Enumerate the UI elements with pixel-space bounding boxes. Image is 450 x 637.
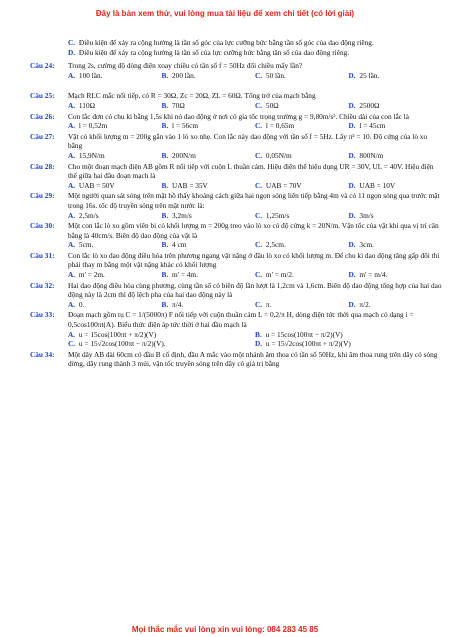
option-d[interactable]: D. l = 45cm (348, 121, 386, 131)
question-text: Mạch RLC mắc nối tiếp, có R = 30Ω, Zc = 20Ω, ZL = 60Ω. Tổng trở của mạch bằng (68, 91, 316, 101)
option-d[interactable]: D. m' = m/4. (348, 270, 388, 280)
question-30: Câu 30: Một con lắc lò xo gồm viên bi có khối lượng m = 200g treo vào lò xo có độ cứng k = 20N/m. Vận tốc của vật khi qua vị trí cân bằng là 40cm/s. Biên độ dao động của vật là A. 5cm. B. 4 cm C. 2,5cm. D. 3cm. (30, 221, 442, 250)
document-body (30, 38, 442, 370)
option-c[interactable]: C. 0,05N/m (255, 150, 292, 160)
option-d[interactable]: D. 800N/m (348, 150, 384, 160)
option-letter: D. (348, 70, 356, 80)
question-text: Con lắc lò xo dao động điều hòa trên phương ngang vật nặng ở đầu lò xo có khối lượng m. Để chu kì dao động tăng gấp đôi thì phải thay m bằng một vật nặng khác có khối lượng (68, 250, 440, 270)
option-letter: C. (255, 121, 263, 131)
question-28: Câu 28: Cho một đoạn mạch điện AB gồm R nối tiếp với cuộn L thuần cảm. Hiệu điện thế hiệu dụng UR = 30V, UL = 40V. Hiệu điện thế giữa hai đầu đoạn mạch là A. UAB = 50V B. UAB = 35V C. UAB = 70V D. UAB = 10V (30, 162, 442, 191)
option-b[interactable]: B. 3,2m/s (161, 210, 192, 220)
option-letter: C. (68, 339, 76, 349)
option-a[interactable]: A. u = 15cos(100πt + π/2)(V) (68, 329, 157, 339)
option-letter: B. (161, 70, 169, 80)
option-c[interactable]: C. 50 lần. (255, 70, 286, 80)
option-b[interactable]: B. 70Ω (161, 100, 185, 110)
option-letter: B. (161, 299, 169, 309)
option-c[interactable]: C. u = 15√2cos(100πt − π/2)(V). (68, 339, 166, 349)
option-letter: C. (255, 210, 263, 220)
option-letter: A. (68, 100, 76, 110)
question-33: Câu 33: Đoạn mạch gồm tụ C = 1/(5000π) F nối tiếp với cuộn thuần cảm L = 0,2/π H, dòng điện tức thời qua mạch có dạng i = 0,5cos100πt(A). Biểu thức điện áp tức thời ở hai đầu mạch là A. u = 15cos(100πt + π/2)(V) B. u = 15cos(100πt − π/2)(V) C. u = 15√2cos(100πt − π/2)(V). D. u = 15√2cos(100πt + π/2)(V) (30, 310, 442, 348)
contact-banner: Mọi thắc mắc vui lòng xin vui lòng: 084 283 45 85 (131, 625, 319, 634)
option-letter: D. (255, 339, 263, 349)
option-letter: A. (68, 150, 76, 160)
option-b[interactable]: B. 4 cm (161, 240, 187, 250)
option-c[interactable]: C. l = 0,65m (255, 121, 295, 131)
option-letter: C. (255, 270, 263, 280)
option-b[interactable]: B. π/4. (161, 299, 184, 309)
option-letter: A. (68, 270, 76, 280)
option-a[interactable]: A. 100 lần. (68, 70, 103, 80)
question-24: Câu 24: Trong 2s, cường độ dòng điện xoay chiều có tần số f = 50Hz đổi chiều mấy lần? A. 100 lần. B. 200 lần. C. 50 lần. D. 25 lần. (30, 61, 442, 80)
option-letter: C. (255, 150, 263, 160)
option-a[interactable]: A. 5cm. (68, 240, 94, 250)
option-letter: C. (255, 180, 263, 190)
option-letter: A. (68, 329, 76, 339)
option-letter: B. (161, 100, 169, 110)
option-letter: A. (68, 180, 76, 190)
option-letter: B. (161, 240, 169, 250)
option-letter: B. (161, 180, 169, 190)
option-a[interactable]: A. 0. (68, 299, 85, 309)
option-a[interactable]: A. m' = 2m. (68, 270, 105, 280)
question-text: Con lắc đơn có chu kì bằng 1,5s khi nó dao động ở nơi có gia tốc trọng trường g = 9,80m/s². Chiều dài của con lắc là (68, 111, 410, 121)
option-b[interactable]: B. l = 56cm (161, 121, 199, 131)
option-d-prev: D. Điều kiện để xảy ra cộng hưởng là tần số của lực cưỡng bức bằng tần số của dao động riêng. (68, 47, 350, 57)
option-d[interactable]: D. 3m/s (348, 210, 374, 220)
option-letter: A. (68, 121, 76, 131)
option-letter: A. (68, 240, 76, 250)
question-26: Câu 26: Con lắc đơn có chu kì bằng 1,5s khi nó dao động ở nơi có gia tốc trọng trường g = 9,80m/s². Chiều dài của con lắc là A. l = 0,52m B. l = 56cm C. l = 0,65m D. l = 45cm (30, 112, 442, 131)
option-letter: B. (161, 121, 169, 131)
option-a[interactable]: A. 110Ω (68, 100, 96, 110)
question-text: Trong 2s, cường độ dòng điện xoay chiều có tần số f = 50Hz đổi chiều mấy lần? (68, 61, 303, 71)
option-letter: B. (255, 329, 262, 339)
option-b[interactable]: B. UAB = 35V (161, 180, 208, 190)
option-letter: D. (348, 150, 356, 160)
preview-banner: Đây là bản xem thử, vui lòng mua tài liệu để xem chi tiết (có lời giải) (95, 9, 355, 18)
option-letter: D. (348, 180, 356, 190)
question-34: Câu 34: Một dây AB dài 60cm có đầu B cố định, đầu A mắc vào một nhánh âm thoa có tần số 50Hz, khi âm thoa rung trên dây có sóng dừng, dây rung thành 3 múi, vận tốc truyền sóng trên dây có giá trị bằng (30, 350, 442, 369)
option-d[interactable]: D. 3cm. (348, 240, 374, 250)
option-letter: C. (68, 38, 76, 47)
option-letter: D. (348, 270, 356, 280)
option-d[interactable]: D. 25 lần. (348, 70, 380, 80)
option-c[interactable]: C. UAB = 70V (255, 180, 302, 190)
option-c[interactable]: C. 2,5cm. (255, 240, 286, 250)
option-b[interactable]: B. m' = 4m. (161, 270, 198, 280)
option-a[interactable]: A. UAB = 50V (68, 180, 115, 190)
option-d[interactable]: D. π/2. (348, 299, 371, 309)
question-text: Một dây AB dài 60cm có đầu B cố định, đầu A mắc vào một nhánh âm thoa có tần số 50Hz, khi âm thoa rung trên dây có sóng dừng, dây rung thành 3 múi, vận tốc truyền sóng trên dây có giá trị bằng (68, 349, 438, 369)
option-b[interactable]: B. 200N/m (161, 150, 196, 160)
option-letter: B. (161, 270, 169, 280)
question-text: Một người quan sát sóng trên mặt hồ thấy khoảng cách giữa hai ngọn sóng liên tiếp bằng 4m và có 11 ngọn sóng qua trước mặt trong 16s. tốc độ truyền sóng trên mặt nước là: (68, 191, 440, 210)
question-29: Câu 29: Một người quan sát sóng trên mặt hồ thấy khoảng cách giữa hai ngọn sóng liên tiếp bằng 4m và có 11 ngọn sóng qua trước mặt trong 16s. tốc độ truyền sóng trên mặt nước là: A. 2,5m/s B. 3,2m/s C. 1,25m/s D. 3m/s (30, 191, 442, 220)
option-letter: A. (68, 70, 76, 80)
option-letter: D. (348, 121, 356, 131)
option-d[interactable]: D. u = 15√2cos(100πt + π/2)(V) (255, 339, 351, 349)
option-d[interactable]: D. UAB = 10V (348, 180, 396, 190)
option-letter: A. (68, 299, 76, 309)
option-letter: C. (255, 240, 263, 250)
option-c[interactable]: C. 50Ω (255, 100, 279, 110)
question-27: Câu 27: Vật có khối lượng m = 200g gắn vào 1 lò xo nhẹ. Con lắc này dao động với tần số f = 5Hz. Lấy π² = 10. Độ cứng của lò xo bằng A. 15,9N/m B. 200N/m C. 0,05N/m D. 800N/m (30, 132, 442, 161)
question-text: Đoạn mạch gồm tụ C = 1/(5000π) F nối tiếp với cuộn thuần cảm L = 0,2/π H, dòng điện tức thời qua mạch có dạng i = 0,5cos100πt(A). Biểu thức điện áp tức thời ở hai đầu mạch là (68, 310, 414, 330)
question-25: Câu 25: Mạch RLC mắc nối tiếp, có R = 30Ω, Zc = 20Ω, ZL = 60Ω. Tổng trở của mạch bằng A. 110Ω B. 70Ω C. 50Ω D. 2500Ω (30, 91, 442, 110)
option-a[interactable]: A. 2,5m/s (68, 210, 99, 220)
option-letter: D. (348, 240, 356, 250)
question-text: Vật có khối lượng m = 200g gắn vào 1 lò xo nhẹ. Con lắc này dao động với tần số f = 5Hz. Lấy π² = 10. Độ cứng của lò xo bằng (68, 131, 428, 151)
question-32: Câu 32: Hai dao động điều hòa cùng phương, cùng tần số có biên độ lần lượt là 1,2cm và 1,6cm. Biên độ dao động tổng hợp của hai dao động này là 2cm thì độ lệch pha của hai dao động này là A. 0. B. π/4. C. π. D. π/2. (30, 280, 442, 309)
question-text: Hai dao động điều hòa cùng phương, cùng tần số có biên độ lần lượt là 1,2cm và 1,6cm. Biên độ dao động tổng hợp của hai dao động này là 2cm thì độ lệch pha của hai dao động này là (68, 280, 442, 300)
option-c[interactable]: C. m' = m/2. (255, 270, 294, 280)
option-letter: B. (161, 210, 169, 220)
option-d[interactable]: D. 2500Ω (348, 100, 380, 110)
option-letter: B. (161, 150, 169, 160)
option-c[interactable]: C. π. (255, 299, 272, 309)
option-letter: C. (255, 100, 263, 110)
option-letter: D. (348, 210, 356, 220)
option-letter: D. (348, 100, 356, 110)
option-letter: C. (255, 299, 263, 309)
option-letter: C. (255, 70, 263, 80)
question-text: Cho một đoạn mạch điện AB gồm R nối tiếp với cuộn L thuần cảm. Hiệu điện thế hiệu dụng UR = 30V, UL = 40V. Hiệu điện thế giữa hai đầu đoạn mạch là (68, 161, 434, 181)
question-text: Một con lắc lò xo gồm viên bi có khối lượng m = 200g treo vào lò xo có độ cứng k = 20N/m. Vận tốc của vật khi qua vị trí cân bằng là 40cm/s. Biên độ dao động của vật là (68, 221, 439, 240)
option-letter: A. (68, 210, 76, 220)
option-c-prev: C. Điều kiện để xảy ra cộng hưởng là tần số góc của lực cưỡng bức bằng tần số góc của dao động riêng. (68, 38, 374, 47)
question-31: Câu 31: Con lắc lò xo dao động điều hòa trên phương ngang vật nặng ở đầu lò xo có khối lượng m. Để chu kì dao động tăng gấp đôi thì phải thay m bằng một vật nặng khác có khối lượng A. m' = 2m. B. m' = 4m. C. m' = m/2. D. m' = m/4. (30, 251, 442, 280)
option-letter: D. (68, 47, 76, 57)
option-b[interactable]: B. 200 lần. (161, 70, 196, 80)
option-letter: D. (348, 299, 356, 309)
option-c[interactable]: C. 1,25m/s (255, 210, 290, 220)
option-b[interactable]: B. u = 15cos(100πt − π/2)(V) (255, 329, 343, 339)
option-a[interactable]: A. 15,9N/m (68, 150, 105, 160)
option-a[interactable]: A. l = 0,52m (68, 121, 108, 131)
